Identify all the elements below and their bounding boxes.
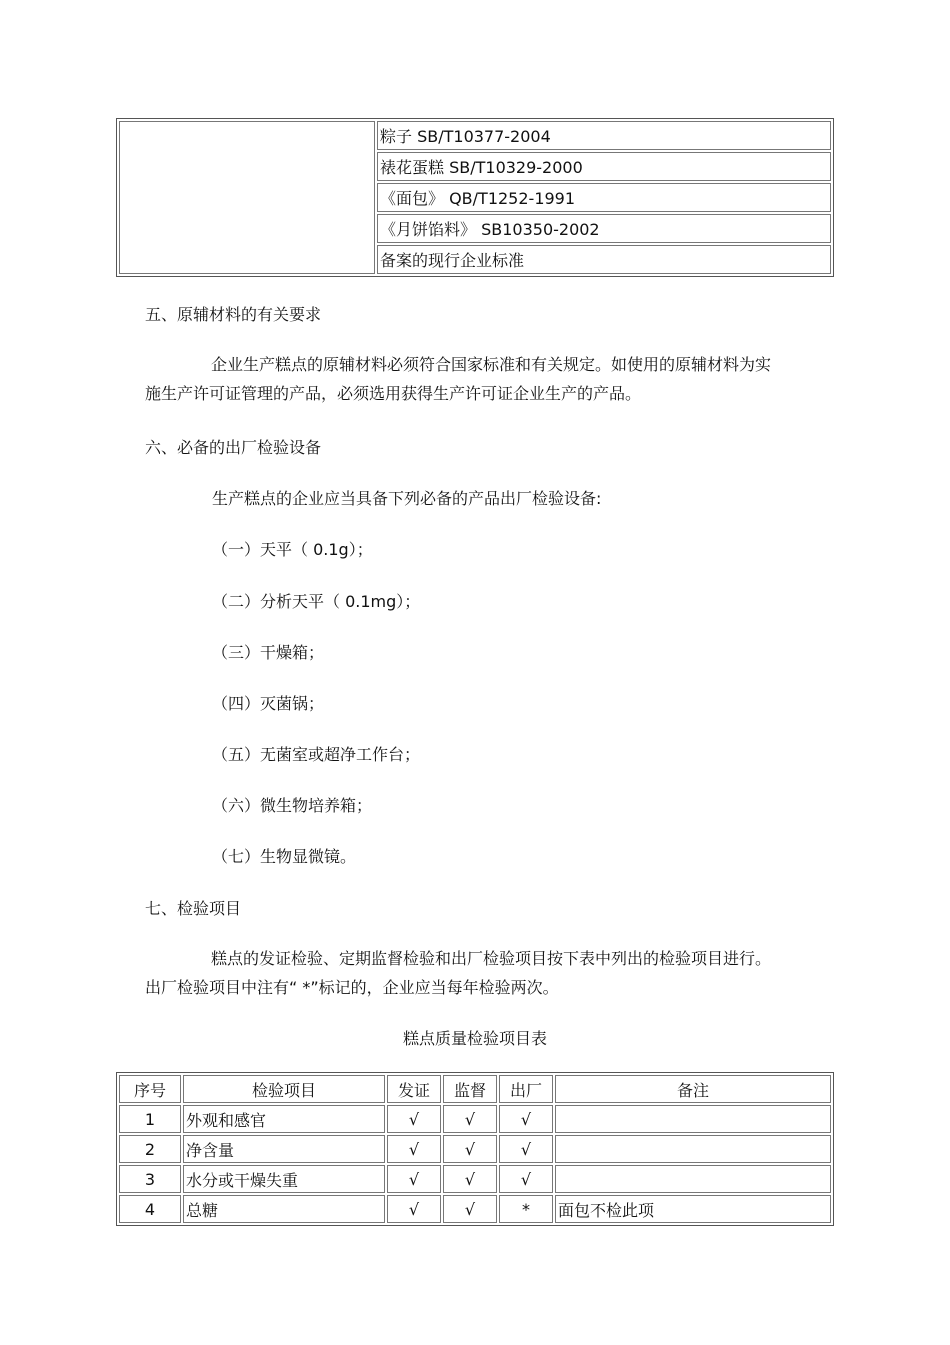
- table-cell: √: [499, 1165, 553, 1193]
- table-cell: 水分或干燥失重: [183, 1165, 385, 1193]
- table-cell: √: [443, 1195, 497, 1223]
- header-cell: 出厂: [499, 1075, 553, 1103]
- header-cell: 序号: [119, 1075, 181, 1103]
- table-cell: *: [499, 1195, 553, 1223]
- equipment-item: （六）微生物培养箱；: [212, 796, 373, 815]
- inspection-table: [116, 1072, 834, 1226]
- equipment-item: （五）无菌室或超净工作台；: [212, 745, 421, 764]
- table-cell: 面包不检此项: [555, 1195, 831, 1223]
- table-cell: 外观和感官: [183, 1105, 385, 1133]
- table-cell: √: [499, 1105, 553, 1133]
- table-cell: 净含量: [183, 1135, 385, 1163]
- table-cell: [555, 1135, 831, 1163]
- section6-intro: 生产糕点的企业应当具备下列必备的产品出厂检验设备:: [212, 489, 602, 508]
- table-cell: 总糖: [183, 1195, 385, 1223]
- table-row: [119, 1195, 831, 1223]
- table-cell: √: [387, 1135, 441, 1163]
- table-cell: 3: [119, 1165, 181, 1193]
- standard-cell: 《月饼馅料》 SB10350-2002: [377, 214, 831, 243]
- table-cell: [555, 1165, 831, 1193]
- table-cell: √: [387, 1195, 441, 1223]
- standards-table: [116, 118, 834, 277]
- table-cell: 2: [119, 1135, 181, 1163]
- table-header-row: [119, 1075, 831, 1103]
- standard-cell: 备案的现行企业标准: [377, 245, 831, 274]
- table-cell: √: [387, 1105, 441, 1133]
- standard-cell: 粽子 SB/T10377-2004: [377, 121, 831, 150]
- table-row: [119, 1105, 831, 1133]
- header-cell: 发证: [387, 1075, 441, 1103]
- header-cell: 监督: [443, 1075, 497, 1103]
- header-cell: 检验项目: [183, 1075, 385, 1103]
- empty-cell: [119, 121, 375, 274]
- table-row: [119, 1135, 831, 1163]
- section7-heading: 七、检验项目: [145, 899, 242, 918]
- equipment-item: （一）天平（ 0.1g）；: [212, 540, 373, 559]
- table-cell: √: [443, 1165, 497, 1193]
- table-cell: √: [443, 1105, 497, 1133]
- table-row: [119, 121, 831, 150]
- standard-cell: 裱花蛋糕 SB/T10329-2000: [377, 152, 831, 181]
- section7-body: [145, 944, 785, 1002]
- section7-body-text: 糕点的发证检验、定期监督检验和出厂检验项目按下表中列出的检验项目进行。出厂检验项目中注有“ *”标记的，企业应当每年检验两次。: [145, 949, 772, 997]
- section5-heading: 五、原辅材料的有关要求: [145, 305, 322, 324]
- table-cell: √: [499, 1135, 553, 1163]
- table-cell: 1: [119, 1105, 181, 1133]
- standard-cell: 《面包》 QB/T1252-1991: [377, 183, 831, 212]
- table-cell: 4: [119, 1195, 181, 1223]
- table-cell: √: [387, 1165, 441, 1193]
- equipment-item: （二）分析天平（ 0.1mg）；: [212, 592, 421, 611]
- table-cell: √: [443, 1135, 497, 1163]
- section5-body: [145, 350, 785, 408]
- equipment-item: （七）生物显微镜。: [212, 847, 357, 866]
- header-cell: 备注: [555, 1075, 831, 1103]
- equipment-item: （三）干燥箱；: [212, 643, 325, 662]
- table-cell: [555, 1105, 831, 1133]
- table-row: [119, 1165, 831, 1193]
- section6-heading: 六、必备的出厂检验设备: [145, 438, 322, 457]
- section5-body-text: 企业生产糕点的原辅材料必须符合国家标准和有关规定。如使用的原辅材料为实施生产许可证管理的产品，必须选用获得生产许可证企业生产的产品。: [145, 355, 772, 403]
- equipment-item: （四）灭菌锅；: [212, 694, 325, 713]
- table-caption: 糕点质量检验项目表: [402, 1029, 547, 1048]
